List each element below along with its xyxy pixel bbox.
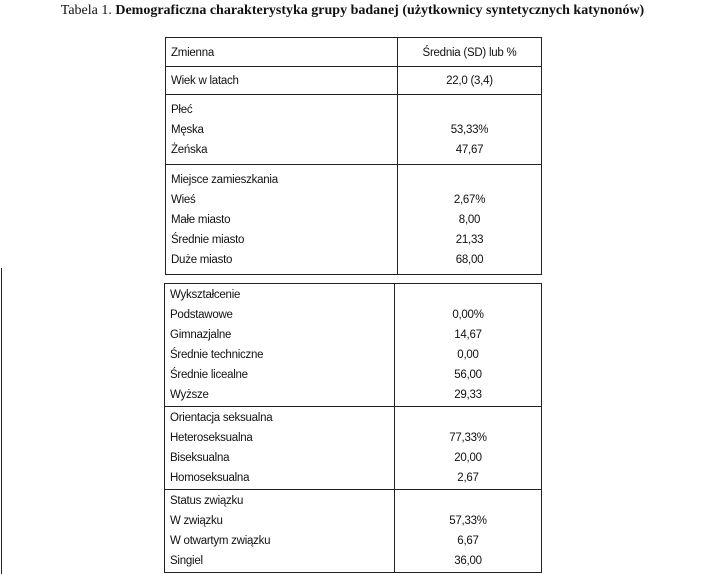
row-label: Męska: [171, 124, 204, 136]
caption-prefix: Tabela 1.: [60, 3, 112, 18]
empty-value: [395, 285, 541, 305]
group-value-cell: [398, 165, 542, 275]
row-value: 0,00: [457, 349, 479, 361]
group-label-cell: [165, 407, 395, 490]
row-label: Homoseksualna: [170, 472, 250, 484]
row-label: Heteroseksualna: [170, 432, 253, 444]
row-value: 29,33: [454, 389, 482, 401]
row-label: Podstawowe: [170, 309, 233, 321]
row-value: 8,00: [458, 214, 481, 226]
group-label-cell: [165, 490, 395, 573]
group-value-cell: [398, 67, 542, 95]
row-label: Gimnazjalne: [170, 329, 232, 341]
group-heading: Miejsce zamieszkania: [171, 174, 278, 186]
table-group: [166, 95, 542, 165]
page-edge-line: [1, 268, 2, 574]
row-value: 21,33: [455, 234, 484, 246]
table-header-row: [166, 38, 542, 67]
row-value: 56,00: [454, 369, 482, 381]
header-variable-label: Zmienna: [171, 47, 214, 59]
row-value: 77,33%: [449, 432, 487, 444]
group-heading: Orientacja seksualna: [170, 412, 273, 424]
row-value: 36,00: [454, 555, 482, 567]
row-label: Średnie miasto: [171, 234, 245, 246]
row-label: Wieś: [171, 194, 196, 206]
group-heading: Wykształcenie: [170, 289, 241, 301]
header-value-label: Średnia (SD) lub %: [422, 47, 517, 59]
row-value: 47,67: [455, 144, 484, 156]
row-value: 20,00: [454, 452, 482, 464]
table-caption: [0, 3, 705, 18]
row-value: 6,67: [457, 535, 479, 547]
row-label: Średnie techniczne: [170, 349, 264, 361]
empty-value: [395, 408, 541, 428]
row-value: 22,0 (3,4): [446, 75, 493, 87]
table-group: [165, 407, 542, 490]
row-label: Singiel: [170, 555, 203, 567]
group-heading: Status związku: [170, 495, 244, 507]
table-group: [166, 165, 542, 275]
group-label-cell: [166, 95, 398, 165]
group-label-cell: [165, 284, 395, 407]
group-label-cell: [166, 165, 398, 275]
row-value: 57,33%: [449, 515, 487, 527]
demographics-table-part1: [165, 37, 542, 275]
empty-value: [395, 491, 541, 511]
group-heading: Płeć: [171, 104, 193, 116]
row-value: 14,67: [454, 329, 482, 341]
table-group: [165, 490, 542, 573]
header-cell-value: [398, 38, 542, 67]
row-value: 68,00: [455, 254, 484, 266]
row-label: Małe miasto: [171, 214, 231, 226]
group-value-cell: [398, 95, 542, 165]
row-label: Wiek w latach: [171, 75, 239, 87]
row-label: Biseksualna: [170, 452, 230, 464]
row-value: 2,67: [457, 472, 479, 484]
row-label: W związku: [170, 515, 223, 527]
group-value-cell: [395, 407, 542, 490]
table-group: [165, 284, 542, 407]
row-value: 0,00%: [452, 309, 484, 321]
table-group: [166, 67, 542, 95]
group-value-cell: [395, 284, 542, 407]
row-label: Wyższe: [170, 389, 209, 401]
group-label-cell: [166, 67, 398, 95]
group-value-cell: [395, 490, 542, 573]
row-value: 2,67%: [453, 194, 486, 206]
empty-value: [398, 170, 541, 190]
caption-title: Demograficzna charakterystyka grupy badanej (użytkownicy syntetycznych katynonów): [115, 3, 645, 18]
row-label: W otwartym związku: [170, 535, 271, 547]
row-label: Żeńska: [171, 144, 208, 156]
row-label: Średnie licealne: [170, 369, 248, 381]
row-value: 53,33%: [450, 124, 489, 136]
empty-value: [398, 100, 541, 120]
demographics-table-part2: [164, 283, 542, 573]
header-cell-variable: [166, 38, 398, 67]
row-label: Duże miasto: [171, 254, 233, 266]
